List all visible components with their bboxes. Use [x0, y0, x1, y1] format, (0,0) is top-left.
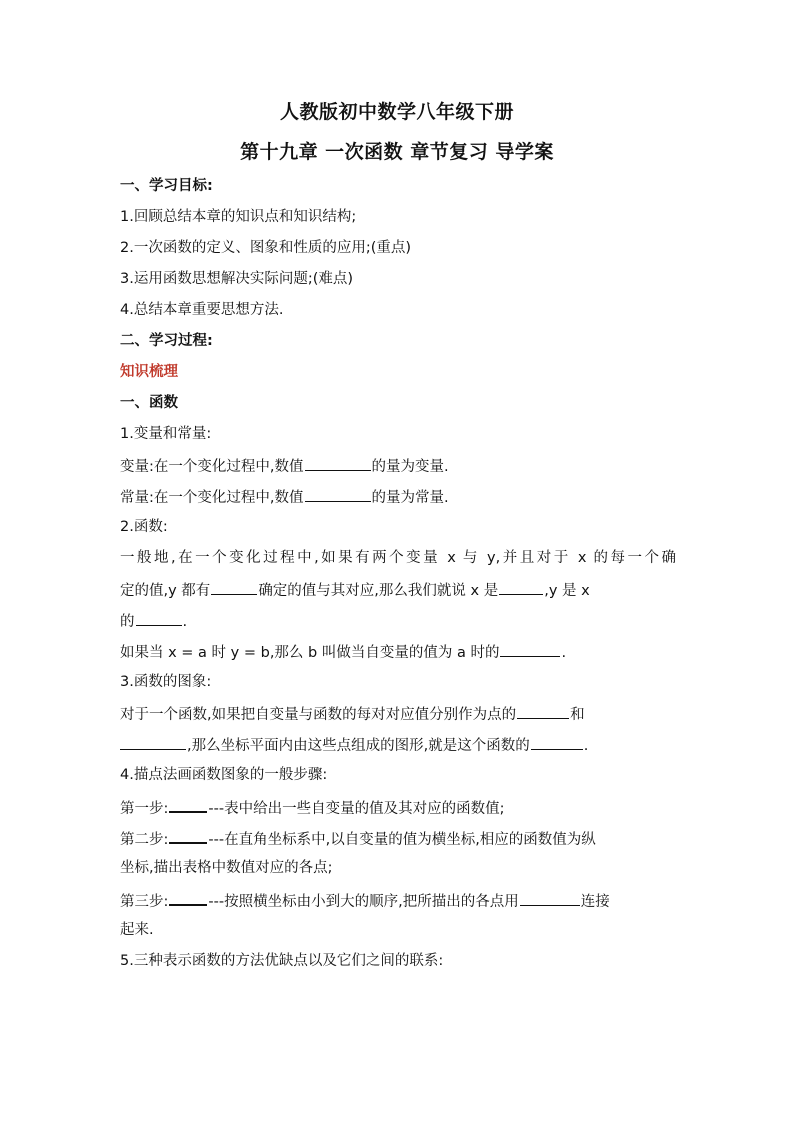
step3-text: ---按照横坐标由小到大的顺序,把所描出的各点用 — [208, 894, 519, 910]
variable-prefix: 变量:在一个变化过程中,数值 — [120, 459, 304, 475]
def-blank-unique[interactable] — [211, 579, 257, 595]
constant-suffix: 的量为常量. — [371, 490, 449, 506]
objective-item-4: 4.总结本章重要思想方法. — [120, 302, 284, 318]
graph-line1-b: 和 — [570, 707, 585, 723]
variable-suffix: 的量为变量. — [371, 459, 449, 475]
def-line2-a: 定的值,y 都有 — [120, 583, 211, 599]
def-line2-b: 确定的值与其对应,那么我们就说 x 是 — [258, 583, 499, 599]
objective-item-3: 3.运用函数思想解决实际问题;(难点) — [120, 271, 354, 287]
graph-blank-image[interactable] — [531, 734, 583, 750]
def-blank-y[interactable] — [136, 610, 182, 626]
def-blank-x[interactable] — [499, 579, 543, 595]
methods-heading: 5.三种表示函数的方法优缺点以及它们之间的联系: — [120, 953, 444, 969]
function-def-line-2 — [120, 579, 676, 601]
objectives-heading: 一、学习目标: — [120, 178, 213, 194]
step1-text: ---表中给出一些自变量的值及其对应的函数值; — [208, 801, 505, 817]
def-line2-c: ,y 是 x — [544, 583, 590, 599]
step-2-continued: 坐标,描出表格中数值对应的各点; — [120, 860, 333, 876]
graph-line-1 — [120, 703, 676, 725]
document-title: 人教版初中数学八年级下册 — [279, 101, 514, 123]
step-3-continued: 起来. — [120, 922, 154, 938]
def-line3-b: . — [182, 614, 188, 630]
graph-line2-a: ,那么坐标平面内由这些点组成的图形,就是这个函数的 — [187, 738, 530, 754]
def-line3-a: 的 — [120, 614, 135, 630]
section-function-heading: 一、函数 — [120, 395, 178, 411]
graph-blank-ordinate[interactable] — [120, 734, 186, 750]
value-line-a: 如果当 x = a 时 y = b,那么 b 叫做当自变量的值为 a 时的 — [120, 645, 500, 661]
document-subtitle: 第十九章 一次函数 章节复习 导学案 — [240, 141, 554, 163]
graph-heading: 3.函数的图象: — [120, 674, 212, 690]
step2-blank[interactable] — [169, 827, 207, 844]
step3-blank[interactable] — [169, 889, 207, 906]
variable-blank[interactable] — [305, 455, 371, 471]
var-const-heading: 1.变量和常量: — [120, 426, 212, 442]
function-value-line — [120, 641, 676, 663]
variable-definition — [120, 455, 676, 477]
graph-blank-abscissa[interactable] — [517, 703, 569, 719]
step-1 — [120, 796, 676, 819]
constant-definition — [120, 486, 676, 508]
step3-label: 第三步: — [120, 894, 169, 910]
knowledge-label: 知识梳理 — [120, 364, 178, 380]
function-def-line-1: 一般地,在一个变化过程中,如果有两个变量 x 与 y,并且对于 x 的每一个确 — [120, 550, 676, 566]
objective-item-1: 1.回顾总结本章的知识点和知识结构; — [120, 209, 357, 225]
graph-line1-a: 对于一个函数,如果把自变量与函数的每对对应值分别作为点的 — [120, 707, 517, 723]
value-blank[interactable] — [500, 641, 560, 657]
step-3 — [120, 889, 676, 912]
objective-item-2: 2.一次函数的定义、图象和性质的应用;(重点) — [120, 240, 412, 256]
step2-text: ---在直角坐标系中,以自变量的值为横坐标,相应的函数值为纵 — [208, 832, 596, 848]
step1-blank[interactable] — [169, 796, 207, 813]
step-2 — [120, 827, 676, 850]
step1-label: 第一步: — [120, 801, 169, 817]
graph-line-2 — [120, 734, 676, 756]
graph-line2-b: . — [583, 738, 589, 754]
constant-prefix: 常量:在一个变化过程中,数值 — [120, 490, 304, 506]
step2-label: 第二步: — [120, 832, 169, 848]
constant-blank[interactable] — [305, 486, 371, 502]
process-heading: 二、学习过程: — [120, 333, 213, 349]
function-def-line-3 — [120, 610, 676, 632]
value-line-b: . — [561, 645, 567, 661]
function-heading: 2.函数: — [120, 519, 168, 535]
step3-connect-blank[interactable] — [520, 890, 580, 906]
steps-heading: 4.描点法画函数图象的一般步骤: — [120, 767, 328, 783]
step3-tail: 连接 — [580, 894, 610, 910]
